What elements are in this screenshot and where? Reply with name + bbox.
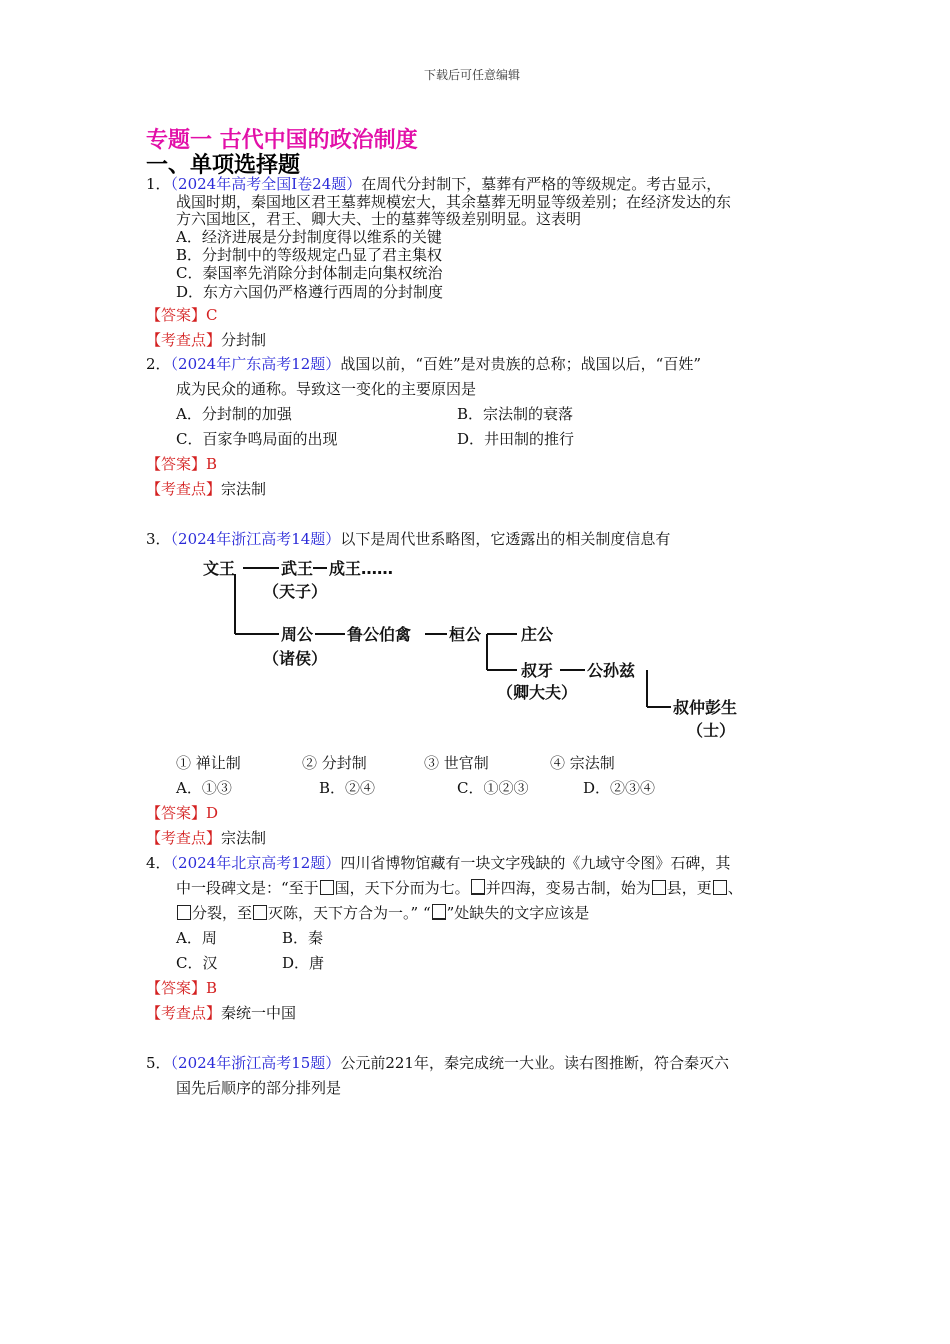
question-source: （2024年高考全国Ⅰ卷24题）	[170, 175, 362, 193]
point-value: 秦统一中国	[221, 1004, 297, 1022]
section-heading: 一、单项选择题	[146, 153, 301, 178]
question-text: 在周代分封制下，墓葬有严格的等级规定。考古显示，	[361, 175, 722, 193]
item-2: ② 分封制	[302, 754, 367, 772]
point-line: 【考查点】宗法制	[146, 480, 267, 498]
question-1-stem-line-1	[146, 175, 721, 193]
answer-line: 【答案】D	[146, 804, 219, 822]
question-4-stem-line-3: 分裂，至 灭陈，天下方合为一。” “ ”处缺失的文字应该是	[176, 902, 589, 923]
point-value: 宗法制	[221, 829, 267, 847]
option-b: B．分封制中的等级规定凸显了君主集权	[176, 246, 443, 264]
question-text: 战国以前，“百姓”是对贵族的总称；战国以后，“百姓”	[340, 355, 701, 373]
question-text: 以下是周代世系略图，它透露出的相关制度信息有	[340, 530, 671, 548]
question-5-stem-line-2: 国先后顺序的部分排列是	[176, 1079, 342, 1097]
question-source: （2024年广东高考12题）	[170, 355, 341, 373]
page-title: 专题一 古代中国的政治制度	[146, 128, 418, 153]
question-number: 3．	[146, 530, 171, 548]
question-number: 1．	[146, 175, 171, 193]
node-chengwang: 成王……	[329, 559, 394, 578]
answer-value: B	[206, 455, 218, 473]
missing-char-box	[177, 905, 191, 920]
question-source: （2024年北京高考12题）	[170, 854, 341, 872]
answer-value: B	[206, 979, 218, 997]
node-lugong: 鲁公伯禽	[347, 625, 412, 644]
answer-line: 【答案】C	[146, 306, 218, 324]
item-1: ① 禅让制	[176, 754, 241, 772]
question-1-stem-line-3: 方六国地区，君王、卿大夫、士的墓葬等级差别明显。这表明	[176, 210, 582, 228]
lineage-diagram	[195, 552, 765, 747]
missing-char-box	[253, 905, 267, 920]
item-4: ④ 宗法制	[550, 754, 615, 772]
option-b: B．宗法制的衰落	[457, 405, 574, 423]
missing-char-box	[471, 879, 485, 895]
option-a: A．分封制的加强	[176, 405, 292, 423]
option-b: B．②④	[319, 779, 376, 797]
question-number: 4．	[146, 854, 171, 872]
option-d: D．井田制的推行	[457, 430, 575, 448]
missing-char-box	[320, 880, 334, 895]
answer-value: D	[206, 804, 219, 822]
answer-line: 【答案】B	[146, 979, 218, 997]
option-a: A．周	[176, 929, 217, 947]
point-line: 【考查点】宗法制	[146, 829, 267, 847]
option-c: C．百家争鸣局面的出现	[176, 430, 338, 448]
node-shuya: 叔牙	[521, 661, 554, 680]
answer-value: C	[206, 306, 218, 324]
question-5-stem-line-1	[146, 1052, 729, 1073]
option-d: D．东方六国仍严格遵行西周的分封制度	[176, 283, 444, 301]
question-text: 四川省博物馆藏有一块文字残缺的《九域守令图》石碑，其	[340, 854, 731, 872]
node-huangong: 桓公	[449, 625, 482, 644]
node-shuzhong: 叔仲彭生	[673, 698, 738, 717]
option-a: A．经济进展是分封制度得以维系的关键	[176, 228, 442, 246]
option-c: C．①②③	[457, 779, 529, 797]
label-zhuhou: （诸侯）	[263, 649, 328, 668]
missing-char-box	[713, 880, 727, 895]
node-zhougong: 周公	[281, 625, 314, 644]
answer-line: 【答案】B	[146, 455, 218, 473]
option-a: A．①③	[176, 779, 232, 797]
missing-char-box	[652, 880, 666, 895]
question-2-stem-line-2: 成为民众的通称。导致这一变化的主要原因是	[176, 380, 477, 398]
point-value: 分封制	[221, 331, 267, 349]
header-note: 下载后可任意编辑	[424, 68, 521, 82]
question-4-stem-line-2: 中一段碑文是：“至于 国，天下分而为七。 并四海，变易古制，始为 县，更 、	[176, 879, 743, 897]
option-c: C．秦国率先消除分封体制走向集权统治	[176, 264, 443, 282]
question-text: 公元前221年，秦完成统一大业。读右图推断，符合秦灭六	[340, 1054, 729, 1072]
question-number: 2．	[146, 355, 171, 373]
point-line: 【考查点】分封制	[146, 331, 267, 349]
option-c: C．汉	[176, 954, 218, 972]
option-d: D．②③④	[583, 779, 656, 797]
point-line: 【考查点】秦统一中国	[146, 1004, 297, 1022]
label-shi: （士）	[687, 721, 736, 740]
node-wuwang: 武王	[281, 559, 314, 578]
question-1-stem-line-2: 战国时期，秦国地区君王墓葬规模宏大，其余墓葬无明显等级差别；在经济发达的东	[176, 193, 732, 211]
missing-char-box	[432, 904, 446, 920]
option-b: B．秦	[282, 929, 324, 947]
node-gongsunzi: 公孙兹	[587, 661, 636, 680]
question-2-stem-line-1	[146, 353, 701, 374]
question-3-stem-line-1	[146, 528, 670, 549]
item-3: ③ 世官制	[424, 754, 489, 772]
question-source: （2024年浙江高考14题）	[170, 530, 341, 548]
point-value: 宗法制	[221, 480, 267, 498]
label-tianzi: （天子）	[263, 582, 328, 601]
node-wenwang: 文王	[203, 559, 236, 578]
question-4-stem-line-1	[146, 852, 730, 873]
node-zhuanggong: 庄公	[521, 625, 554, 644]
question-number: 5．	[146, 1054, 171, 1072]
label-qingdafu: （卿大夫）	[497, 683, 578, 702]
question-source: （2024年浙江高考15题）	[170, 1054, 341, 1072]
option-d: D．唐	[282, 954, 325, 972]
